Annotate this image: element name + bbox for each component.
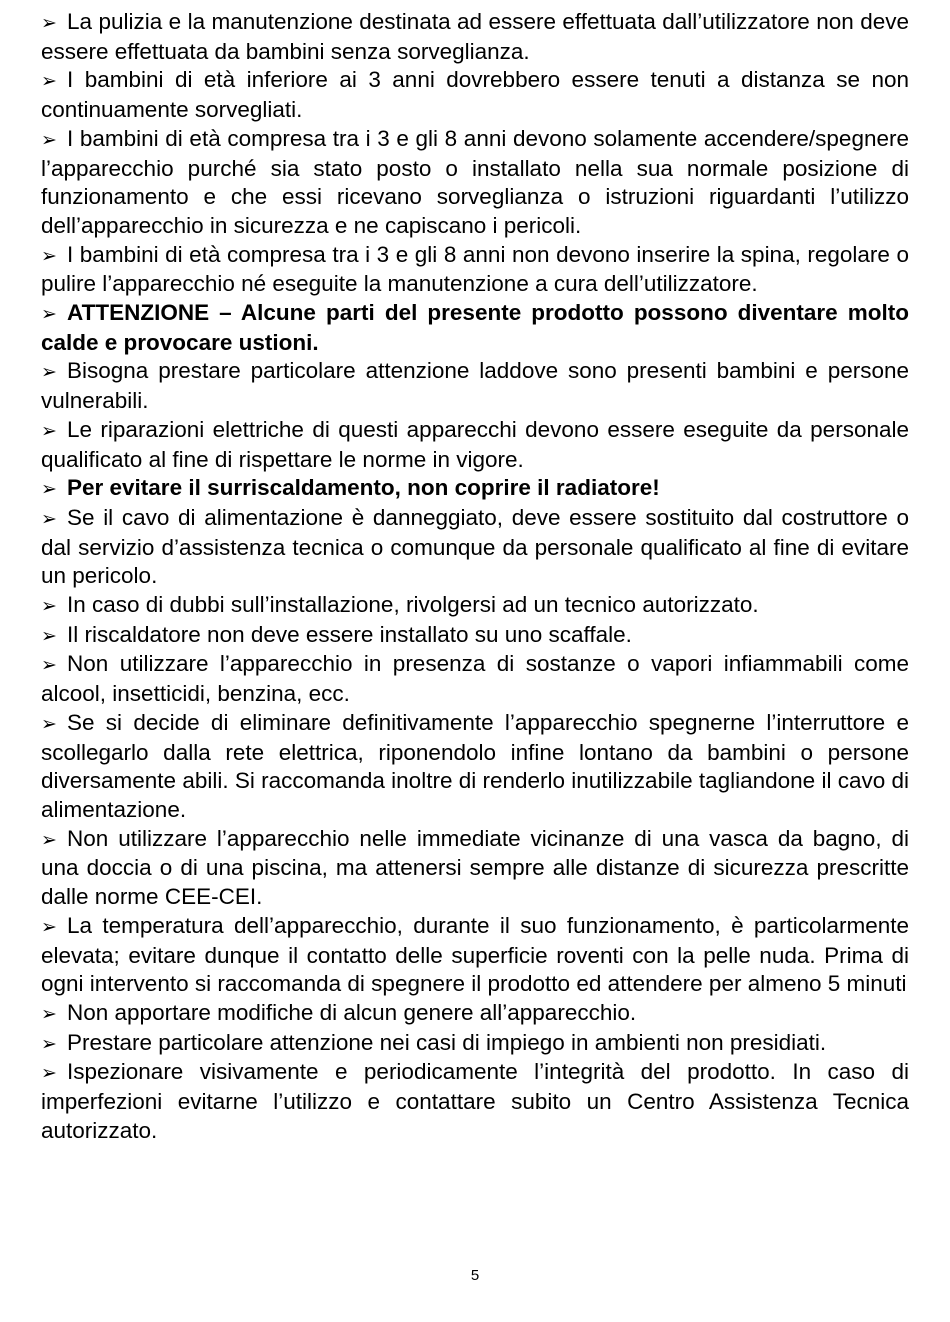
arrow-bullet-icon: ➢ xyxy=(41,507,57,530)
list-item xyxy=(41,66,909,124)
list-item-text: Se il cavo di alimentazione è danneggiato, deve essere sostituito dal costruttore o dal servizio d’assistenza tecnica o comunque da personale qualificato al fine di evitare un pericolo. xyxy=(41,504,909,589)
list-item-text: I bambini di età compresa tra i 3 e gli 8 anni non devono inserire la spina, regolare o pulire l’apparecchio né eseguite la manutenzione a cura dell’utilizzatore. xyxy=(41,241,909,297)
list-item xyxy=(41,709,909,825)
list-item-text: Ispezionare visivamente e periodicamente l’integrità del prodotto. In caso di imperfezioni evitarne l’utilizzo e contattare subito un Centro Assistenza Tecnica autorizzato. xyxy=(41,1059,909,1143)
arrow-bullet-icon: ➢ xyxy=(41,1002,57,1025)
list-item xyxy=(41,999,909,1029)
arrow-bullet-icon: ➢ xyxy=(41,1032,57,1055)
list-item xyxy=(41,8,909,66)
list-item-text: La pulizia e la manutenzione destinata ad essere effettuata dall’utilizzatore non deve essere effettuata da bambini senza sorveglianza. xyxy=(41,9,909,64)
arrow-bullet-icon: ➢ xyxy=(41,478,57,501)
list-item xyxy=(41,416,909,474)
warning-text: Per evitare il surriscaldamento, non coprire il radiatore! xyxy=(67,475,660,501)
arrow-bullet-icon: ➢ xyxy=(41,419,57,442)
warning-text: ATTENZIONE – Alcune parti del presente prodotto possono diventare molto calde e provocare ustioni. xyxy=(41,300,909,355)
list-item xyxy=(41,825,909,912)
list-item xyxy=(41,912,909,999)
warning-list-item xyxy=(41,299,909,357)
list-item-text: I bambini di età inferiore ai 3 anni dovrebbero essere tenuti a distanza se non continuamente sorvegliati. xyxy=(41,67,909,123)
arrow-bullet-icon: ➢ xyxy=(41,712,57,735)
list-item-text: La temperatura dell’apparecchio, durante il suo funzionamento, è particolarmente elevata; evitare dunque il contatto delle superficie roventi con la pelle nuda. Prima di ogni intervento si raccomanda di spegnere il prodotto ed attendere per almeno 5 minuti xyxy=(41,912,909,997)
list-item xyxy=(41,1029,909,1059)
arrow-bullet-icon: ➢ xyxy=(41,361,57,384)
safety-instructions-list xyxy=(41,8,909,1145)
arrow-bullet-icon: ➢ xyxy=(41,595,57,618)
arrow-bullet-icon: ➢ xyxy=(41,128,57,151)
warning-list-item xyxy=(41,474,909,504)
list-item-text: Non utilizzare l’apparecchio nelle immediate vicinanze di una vasca da bagno, di una doccia o di una piscina, ma attenersi sempre alle distanze di sicurezza prescritte dalle norme CEE-CEI. xyxy=(41,825,909,910)
arrow-bullet-icon: ➢ xyxy=(41,828,57,851)
list-item-text: In caso di dubbi sull’installazione, rivolgersi ad un tecnico autorizzato. xyxy=(67,592,759,618)
list-item-text: Non apportare modifiche di alcun genere all’apparecchio. xyxy=(67,999,637,1025)
list-item xyxy=(41,591,909,621)
arrow-bullet-icon: ➢ xyxy=(41,12,57,34)
arrow-bullet-icon: ➢ xyxy=(41,915,57,938)
list-item xyxy=(41,125,909,241)
list-item xyxy=(41,650,909,708)
list-item xyxy=(41,1058,909,1145)
list-item xyxy=(41,241,909,299)
list-item xyxy=(41,504,909,591)
arrow-bullet-icon: ➢ xyxy=(41,70,57,93)
arrow-bullet-icon: ➢ xyxy=(41,1062,57,1085)
page-number: 5 xyxy=(470,1267,480,1284)
arrow-bullet-icon: ➢ xyxy=(41,303,57,326)
list-item-text: Prestare particolare attenzione nei casi di impiego in ambienti non presidiati. xyxy=(67,1029,827,1055)
list-item-text: Se si decide di eliminare definitivamente l’apparecchio spegnerne l’interruttore e scollegarlo dalla rete elettrica, riponendolo infine lontano da bambini o persone diversamente abili. Si raccomanda inoltre di renderlo inutilizzabile tagliandone il cavo di alimentazione. xyxy=(41,709,909,822)
arrow-bullet-icon: ➢ xyxy=(41,654,57,677)
list-item-text: Il riscaldatore non deve essere installato su uno scaffale. xyxy=(67,621,632,647)
list-item-text: Le riparazioni elettriche di questi apparecchi devono essere eseguite da personale qualificato al fine di rispettare le norme in vigore. xyxy=(41,416,909,472)
list-item xyxy=(41,357,909,415)
arrow-bullet-icon: ➢ xyxy=(41,624,57,647)
list-item xyxy=(41,621,909,651)
list-item-text: I bambini di età compresa tra i 3 e gli 8 anni devono solamente accendere/spegnere l’apparecchio purché sia stato posto o installato nella sua normale posizione di funzionamento e che essi ricevano sorveglianza o istruzioni riguardanti l’utilizzo dell’apparecchio in sicurezza e ne capiscano i pericoli. xyxy=(41,125,909,238)
list-item-text: Bisogna prestare particolare attenzione laddove sono presenti bambini e persone vulnerabili. xyxy=(41,358,909,414)
list-item-text: Non utilizzare l’apparecchio in presenza di sostanze o vapori infiammabili come alcool, insetticidi, benzina, ecc. xyxy=(41,651,909,707)
arrow-bullet-icon: ➢ xyxy=(41,244,57,267)
